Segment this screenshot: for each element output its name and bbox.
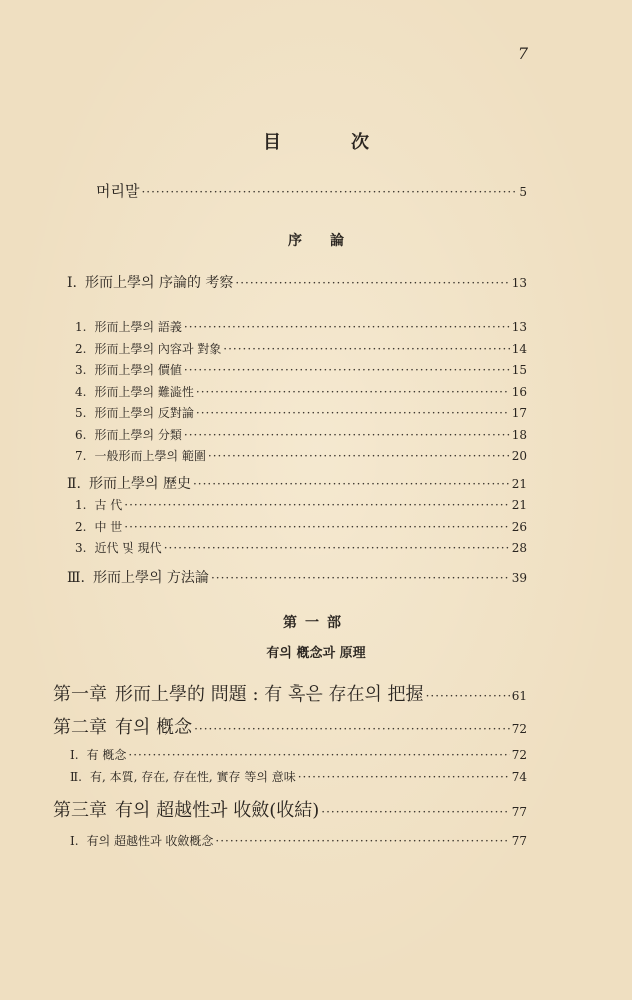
page-number: 7 xyxy=(517,44,528,63)
toc-entry-text: 形而上學의 歷史 xyxy=(88,476,191,492)
toc-entry-page: 72 xyxy=(511,748,527,762)
toc-entry-page: 13 xyxy=(511,320,527,334)
dot-leader xyxy=(128,748,509,762)
toc-entry-label: 2. xyxy=(75,342,87,356)
toc-entry[interactable] xyxy=(67,473,527,493)
toc-entry-text: 形而上學의 難澁性 xyxy=(94,385,194,399)
toc-entry-page: 39 xyxy=(511,571,527,585)
toc-entry-label: Ⅰ. xyxy=(67,275,77,291)
toc-entry-label: 4. xyxy=(75,385,87,399)
toc-entry-text: 古 代 xyxy=(94,498,123,512)
toc-entry-text: 有의 槪念 xyxy=(115,717,193,738)
toc-entry-page: 5 xyxy=(519,185,527,199)
toc-entry[interactable] xyxy=(75,496,527,513)
toc-entry-label: Ⅲ. xyxy=(67,570,85,586)
dot-leader xyxy=(184,363,510,377)
dot-leader xyxy=(124,520,509,534)
toc-entry-text: 形而上學의 內容과 對象 xyxy=(94,342,222,356)
dot-leader xyxy=(321,805,509,819)
dot-leader xyxy=(235,276,509,290)
toc-entry-page: 16 xyxy=(511,385,527,399)
toc-entry[interactable] xyxy=(67,272,527,292)
dot-leader xyxy=(215,834,509,848)
toc-entry-text: 有의 超越性과 收斂(收結) xyxy=(115,800,320,821)
toc-entry-label: Ⅱ. xyxy=(67,476,81,492)
toc-entry-text: 形而上學의 價値 xyxy=(94,363,182,377)
part-subheading: 有의 槪念과 原理 xyxy=(266,646,366,661)
toc-entry-text: 中 世 xyxy=(94,520,123,534)
dot-leader xyxy=(193,477,510,491)
toc-entry-text: 形而上學의 反對論 xyxy=(94,406,194,420)
toc-entry-page: 18 xyxy=(511,428,527,442)
toc-entry[interactable] xyxy=(75,426,527,443)
dot-leader xyxy=(124,498,509,512)
toc-entry[interactable] xyxy=(75,318,527,335)
toc-entry[interactable] xyxy=(75,404,527,421)
toc-entry-label: 3. xyxy=(75,363,87,377)
toc-entry-text: 一般形而上學의 範圍 xyxy=(94,449,206,463)
toc-entry[interactable] xyxy=(70,832,527,849)
toc-entry-text: 有 槪念 xyxy=(86,748,127,762)
toc-entry-page: 72 xyxy=(511,722,527,736)
toc-entry[interactable] xyxy=(75,383,527,400)
toc-entry-label: 第二章 xyxy=(53,717,107,738)
toc-entry-label: Ⅰ. xyxy=(70,834,79,848)
toc-entry-label: 1. xyxy=(75,320,87,334)
toc-entry-page: 77 xyxy=(511,805,527,819)
toc-entry-label: 1. xyxy=(75,498,87,512)
toc-entry-text: 形而上學의 分類 xyxy=(94,428,182,442)
toc-entry-page: 61 xyxy=(511,689,527,703)
toc-entry[interactable] xyxy=(75,361,527,378)
toc-entry-page: 28 xyxy=(511,541,527,555)
toc-entry[interactable] xyxy=(53,680,527,706)
toc-entry-page: 17 xyxy=(511,406,527,420)
toc-entry-label: 3. xyxy=(75,541,87,555)
toc-entry-text: 形而上學의 序論的 考察 xyxy=(84,275,234,291)
intro-heading: 序論 xyxy=(288,233,372,249)
toc-entry-preface[interactable] xyxy=(96,180,527,201)
toc-entry-label: Ⅰ. xyxy=(70,748,79,762)
toc-entry-label: 第三章 xyxy=(53,800,107,821)
toc-entry-page: 14 xyxy=(511,342,527,356)
dot-leader xyxy=(298,770,510,784)
toc-entry[interactable] xyxy=(75,447,527,464)
toc-entry-text: 形而上學의 語義 xyxy=(94,320,182,334)
dot-leader xyxy=(194,722,510,736)
toc-entry-page: 77 xyxy=(511,834,527,848)
toc-entry-text: 形而上學의 方法論 xyxy=(92,570,209,586)
toc-entry-page: 20 xyxy=(511,449,527,463)
toc-title: 目次 xyxy=(263,132,439,153)
dot-leader xyxy=(141,185,517,199)
part-heading: 第一部 xyxy=(283,615,349,631)
toc-entry[interactable] xyxy=(75,539,527,556)
toc-entry-label: 第一章 xyxy=(53,684,107,705)
dot-leader xyxy=(184,428,510,442)
dot-leader xyxy=(426,689,510,703)
toc-entry-page: 13 xyxy=(511,276,527,290)
toc-entry-text: 有, 本質, 存在, 存在性, 實存 等의 意味 xyxy=(89,770,296,784)
toc-entry[interactable] xyxy=(67,567,527,587)
toc-entry-text: 머리말 xyxy=(96,182,140,200)
dot-leader xyxy=(184,320,510,334)
toc-entry-text: 近代 및 現代 xyxy=(94,541,162,555)
toc-entry[interactable] xyxy=(53,713,527,739)
toc-entry-page: 15 xyxy=(511,363,527,377)
toc-entry[interactable] xyxy=(70,746,527,763)
toc-entry-page: 21 xyxy=(511,498,527,512)
toc-entry-label: 5. xyxy=(75,406,87,420)
toc-entry[interactable] xyxy=(75,518,527,535)
toc-entry-page: 21 xyxy=(511,477,527,491)
dot-leader xyxy=(223,342,509,356)
toc-entry[interactable] xyxy=(75,340,527,357)
toc-entry-label: Ⅱ. xyxy=(70,770,82,784)
toc-entry[interactable] xyxy=(53,796,527,822)
toc-entry-label: 7. xyxy=(75,449,87,463)
dot-leader xyxy=(196,406,510,420)
dot-leader xyxy=(208,449,510,463)
toc-entry-page: 26 xyxy=(511,520,527,534)
toc-entry-text: 形而上學的 問題 : 有 혹은 存在의 把握 xyxy=(115,684,424,705)
dot-leader xyxy=(196,385,510,399)
toc-entry-text: 有의 超越性과 收斂槪念 xyxy=(86,834,214,848)
toc-entry[interactable] xyxy=(70,768,527,785)
toc-entry-page: 74 xyxy=(511,770,527,784)
toc-entry-label: 6. xyxy=(75,428,87,442)
dot-leader xyxy=(211,571,510,585)
dot-leader xyxy=(164,541,510,555)
toc-entry-label: 2. xyxy=(75,520,87,534)
